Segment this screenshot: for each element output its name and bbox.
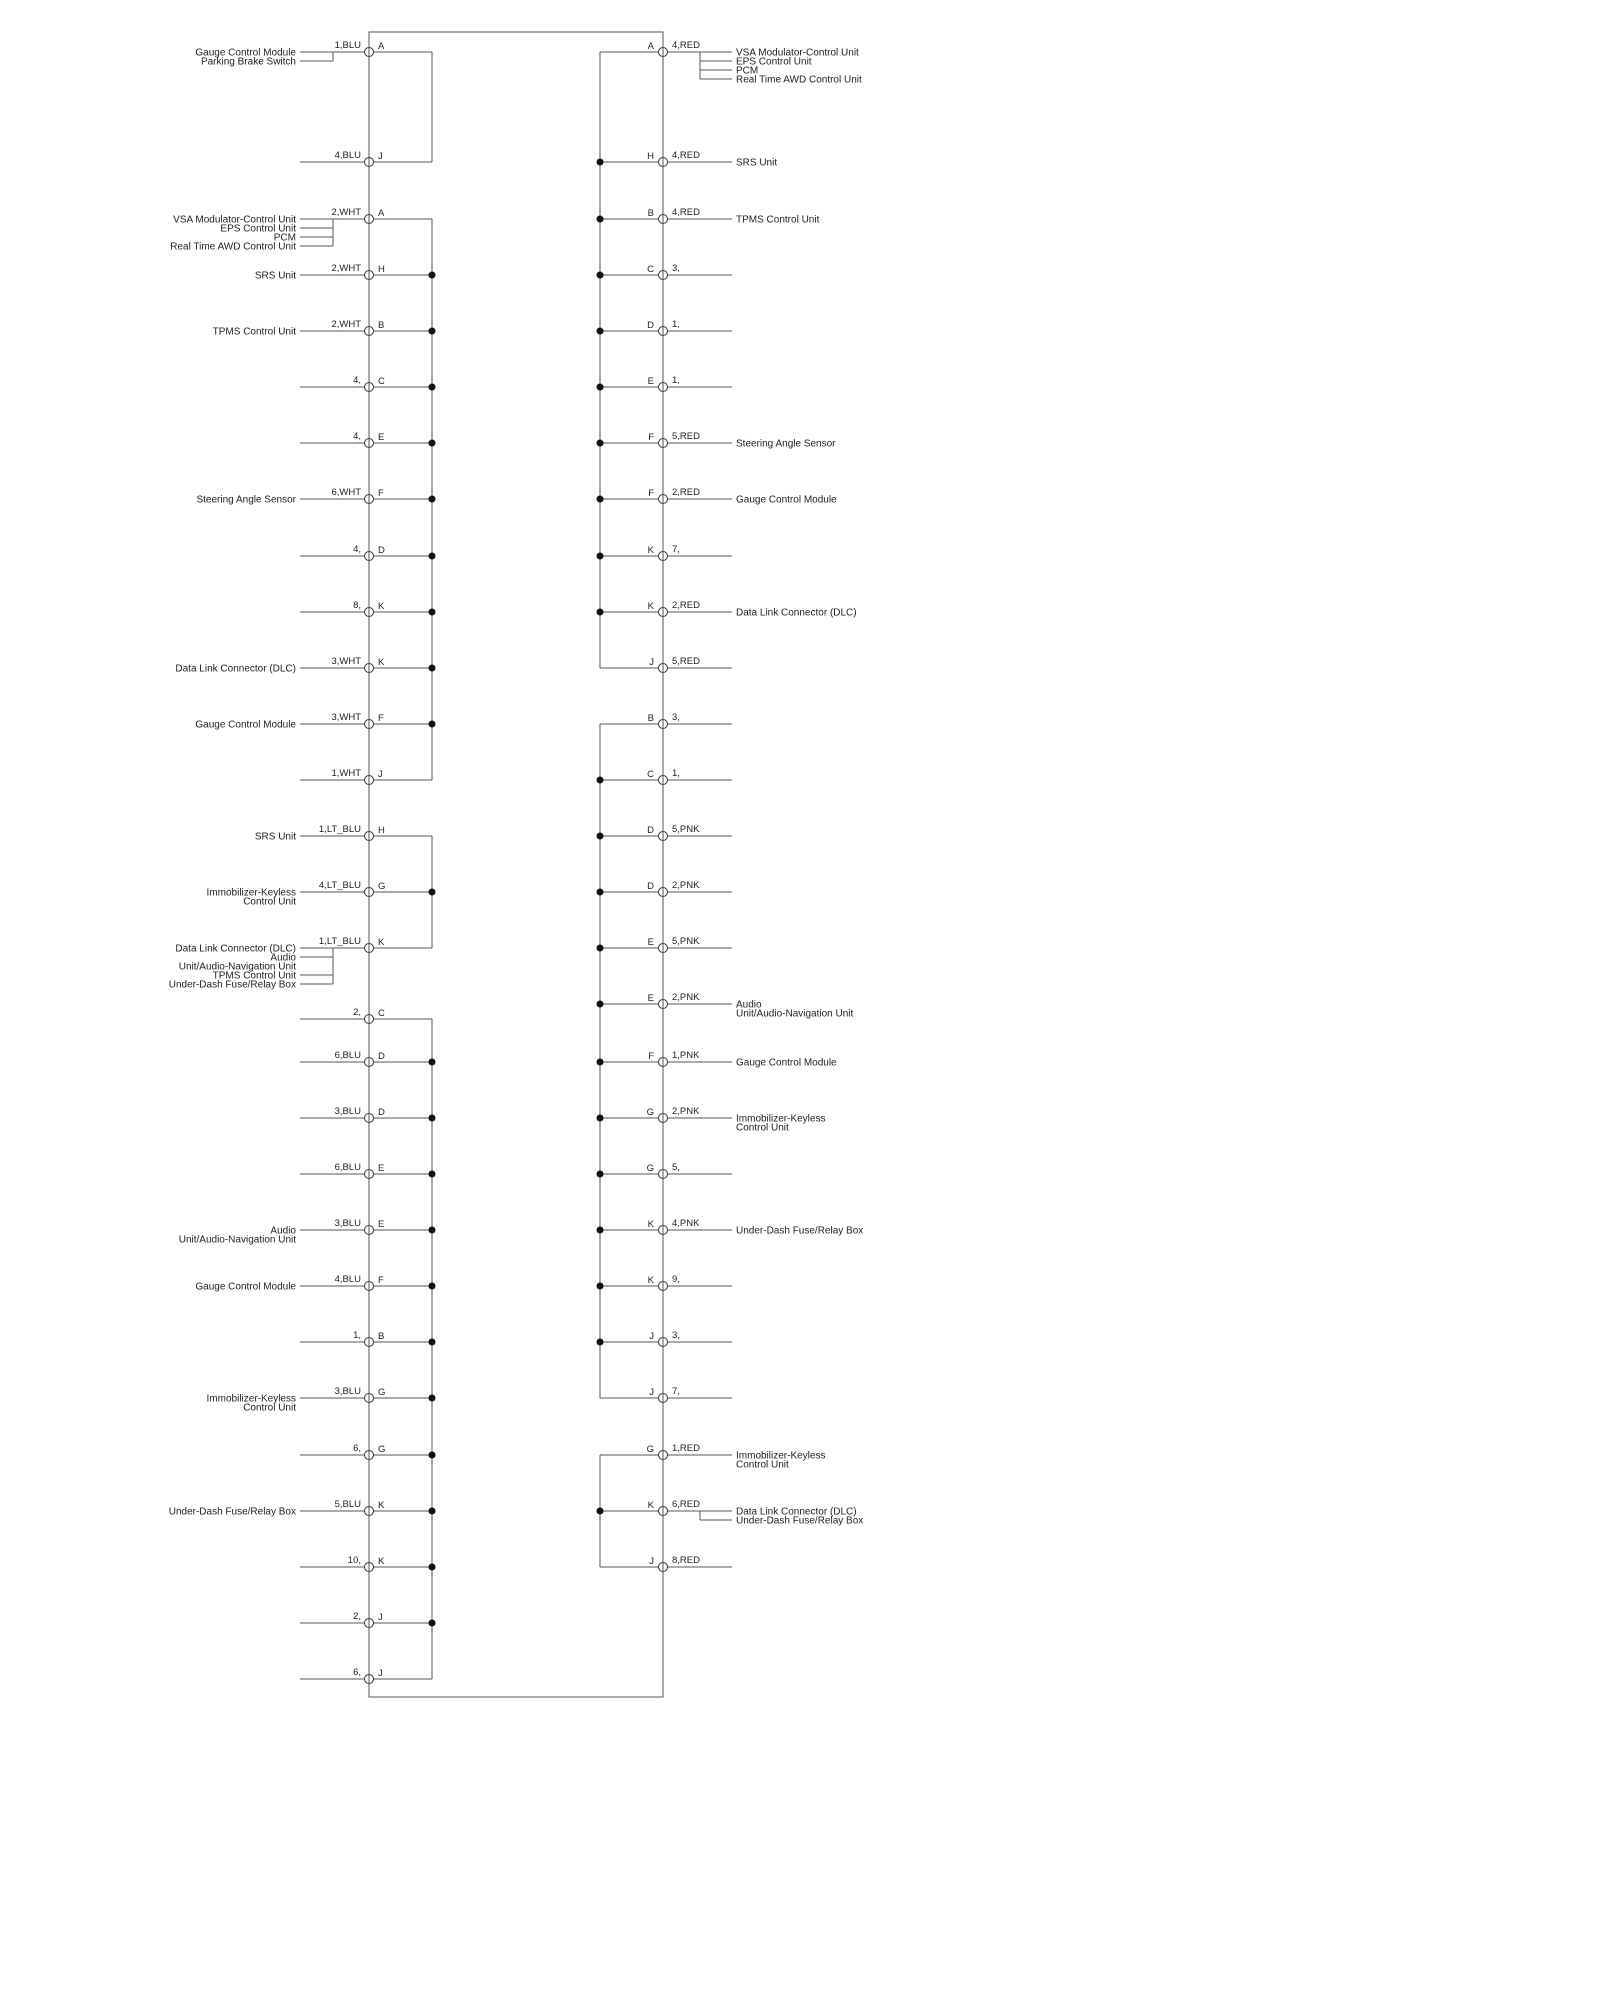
right-pin bbox=[649, 1555, 732, 1572]
left-pin bbox=[300, 544, 385, 561]
wire-label: 2, bbox=[353, 1007, 361, 1018]
junction-dot bbox=[597, 889, 604, 896]
wire-label: 8,RED bbox=[672, 1555, 700, 1566]
pin-tag: B bbox=[647, 713, 654, 724]
right-pin bbox=[648, 1050, 837, 1069]
left-bus-group bbox=[369, 836, 436, 948]
right-pin bbox=[647, 824, 732, 841]
right-pin bbox=[647, 150, 777, 169]
junction-dot bbox=[429, 496, 436, 503]
component-label: PCM bbox=[273, 232, 296, 244]
wire-label: 1,RED bbox=[672, 1443, 700, 1454]
pin-tag: D bbox=[647, 881, 654, 892]
left-pin bbox=[300, 150, 383, 167]
component-label: Audio Unit/Audio-Navigation Unit bbox=[178, 1225, 296, 1246]
pin-tag: J bbox=[378, 1612, 383, 1623]
wire-label: 3,WHT bbox=[331, 656, 361, 667]
wire-label: 10, bbox=[347, 1555, 361, 1566]
pin-tag: J bbox=[649, 1331, 654, 1342]
pin-tag: G bbox=[378, 881, 386, 892]
junction-dot bbox=[597, 1059, 604, 1066]
right-pin bbox=[648, 431, 836, 450]
pin-tag: D bbox=[647, 825, 654, 836]
wire-label: 4,PNK bbox=[672, 1218, 700, 1229]
pin-tag: C bbox=[647, 264, 654, 275]
junction-dot bbox=[429, 1452, 436, 1459]
pin-tag: K bbox=[378, 657, 385, 668]
component-label: Gauge Control Module bbox=[195, 719, 296, 731]
component-label: Immobilizer-Keyless Control Unit bbox=[736, 1450, 826, 1471]
pin-tag: B bbox=[378, 1331, 385, 1342]
junction-dot bbox=[597, 1339, 604, 1346]
pin-tag: B bbox=[647, 208, 654, 219]
wire-label: 6,BLU bbox=[334, 1162, 361, 1173]
right-pin bbox=[649, 1330, 732, 1347]
left-pin bbox=[300, 1667, 383, 1684]
pin-tag: C bbox=[378, 1008, 385, 1019]
pin-tag: H bbox=[647, 151, 654, 162]
pin-tag: K bbox=[647, 545, 654, 556]
wire-label: 6, bbox=[353, 1667, 361, 1678]
component-label: Gauge Control Module bbox=[736, 494, 837, 506]
right-pin bbox=[647, 880, 732, 897]
pin-tag: J bbox=[378, 1668, 383, 1679]
component-label: Steering Angle Sensor bbox=[196, 494, 296, 506]
component-label: EPS Control Unit bbox=[220, 223, 296, 235]
right-pin bbox=[647, 263, 732, 280]
pin-tag: F bbox=[648, 488, 654, 499]
wire-label: 1,BLU bbox=[334, 40, 361, 51]
component-label: Audio Unit/Audio-Navigation Unit bbox=[736, 999, 854, 1020]
pin-tag: J bbox=[378, 769, 383, 780]
left-pin bbox=[169, 1499, 385, 1518]
left-pin bbox=[195, 712, 384, 731]
wire-label: 3, bbox=[672, 712, 680, 723]
component-label: Real Time AWD Control Unit bbox=[170, 241, 296, 253]
connector-box bbox=[369, 32, 663, 1697]
component-label: SRS Unit bbox=[254, 831, 296, 843]
wire-label: 2,WHT bbox=[331, 319, 361, 330]
left-bus-group bbox=[369, 1019, 436, 1679]
component-label: PCM bbox=[736, 65, 759, 77]
component-label: VSA Modulator-Control Unit bbox=[736, 47, 859, 59]
right-pin bbox=[648, 487, 837, 506]
right-pin bbox=[649, 1386, 732, 1403]
wire-label: 3,BLU bbox=[334, 1218, 361, 1229]
right-pin bbox=[647, 1106, 826, 1134]
component-label: VSA Modulator-Control Unit bbox=[173, 214, 296, 226]
wire-label: 1, bbox=[353, 1330, 361, 1341]
junction-dot bbox=[597, 777, 604, 784]
pin-tag: E bbox=[647, 376, 654, 387]
component-label: TPMS Control Unit bbox=[212, 970, 296, 982]
pin-tag: E bbox=[378, 1219, 385, 1230]
component-label: Immobilizer-Keyless Control Unit bbox=[736, 1113, 826, 1134]
component-label: Data Link Connector (DLC) bbox=[175, 943, 296, 955]
right-pin bbox=[648, 544, 732, 561]
left-pin bbox=[195, 1274, 384, 1293]
junction-dot bbox=[597, 553, 604, 560]
wire-label: 5,RED bbox=[672, 656, 700, 667]
junction-dot bbox=[429, 440, 436, 447]
wire-label: 5,PNK bbox=[672, 936, 700, 947]
pin-tag: F bbox=[648, 1051, 654, 1062]
left-pin bbox=[300, 1162, 384, 1179]
pin-tag: F bbox=[648, 432, 654, 443]
component-label: Gauge Control Module bbox=[195, 1281, 296, 1293]
wire-label: 7, bbox=[672, 1386, 680, 1397]
junction-dot bbox=[429, 1171, 436, 1178]
right-pin bbox=[648, 375, 732, 392]
pin-tag: K bbox=[647, 1500, 654, 1511]
junction-dot bbox=[429, 1059, 436, 1066]
component-label: Gauge Control Module bbox=[195, 47, 296, 59]
wire-label: 1,PNK bbox=[672, 1050, 700, 1061]
wire-label: 4,LT_BLU bbox=[318, 880, 361, 891]
wire-label: 4,RED bbox=[672, 150, 700, 161]
component-label: Data Link Connector (DLC) bbox=[736, 1506, 857, 1518]
component-label: Immobilizer-Keyless Control Unit bbox=[206, 1393, 296, 1414]
component-label: EPS Control Unit bbox=[736, 56, 812, 68]
component-label: Real Time AWD Control Unit bbox=[736, 74, 862, 86]
pin-tag: B bbox=[378, 320, 385, 331]
wire-label: 5,PNK bbox=[672, 824, 700, 835]
pin-tag: G bbox=[378, 1444, 386, 1455]
junction-dot bbox=[597, 328, 604, 335]
junction-dot bbox=[429, 665, 436, 672]
left-pin bbox=[300, 600, 385, 617]
wire-label: 5, bbox=[672, 1162, 680, 1173]
wire-label: 2,PNK bbox=[672, 992, 700, 1003]
right-pin bbox=[648, 1218, 864, 1237]
pin-tag: G bbox=[646, 1163, 654, 1174]
wire-label: 6, bbox=[353, 1443, 361, 1454]
junction-dot bbox=[429, 1115, 436, 1122]
left-pin bbox=[300, 1611, 383, 1628]
left-pin bbox=[300, 1050, 385, 1067]
wire-label: 1, bbox=[672, 375, 680, 386]
right-pin bbox=[648, 936, 732, 953]
pin-tag: A bbox=[647, 41, 654, 52]
wire-label: 6,RED bbox=[672, 1499, 700, 1510]
right-pin bbox=[648, 712, 732, 729]
junction-dot bbox=[429, 1283, 436, 1290]
right-pin bbox=[648, 600, 857, 619]
junction-dot bbox=[429, 1508, 436, 1515]
pin-tag: F bbox=[378, 713, 384, 724]
left-pin bbox=[300, 1330, 384, 1347]
junction-dot bbox=[429, 272, 436, 279]
left-pin bbox=[175, 656, 385, 675]
component-label: Under-Dash Fuse/Relay Box bbox=[736, 1515, 864, 1527]
left-pin bbox=[300, 768, 383, 785]
left-pin bbox=[255, 263, 385, 282]
wire-label: 4,RED bbox=[672, 207, 700, 218]
right-pin bbox=[647, 319, 732, 336]
junction-dot bbox=[597, 496, 604, 503]
junction-dot bbox=[597, 945, 604, 952]
junction-dot bbox=[597, 216, 604, 223]
wire-label: 2, bbox=[353, 1611, 361, 1622]
wire-label: 2,RED bbox=[672, 487, 700, 498]
right-bus-group bbox=[597, 52, 664, 668]
wire-label: 2,RED bbox=[672, 600, 700, 611]
wire-label: 1,LT_BLU bbox=[318, 824, 361, 835]
left-pin bbox=[255, 824, 385, 843]
junction-dot bbox=[429, 721, 436, 728]
wire-label: 6,WHT bbox=[331, 487, 361, 498]
pin-tag: G bbox=[378, 1387, 386, 1398]
component-label: Steering Angle Sensor bbox=[736, 438, 836, 450]
junction-dot bbox=[597, 1115, 604, 1122]
pin-tag: E bbox=[378, 1163, 385, 1174]
wire-label: 3,BLU bbox=[334, 1386, 361, 1397]
left-pin bbox=[170, 207, 385, 253]
junction-dot bbox=[429, 1227, 436, 1234]
right-pin bbox=[648, 992, 854, 1020]
pin-tag: E bbox=[647, 937, 654, 948]
pin-tag: K bbox=[378, 1500, 385, 1511]
junction-dot bbox=[597, 159, 604, 166]
wire-label: 2,WHT bbox=[331, 207, 361, 218]
wire-label: 1, bbox=[672, 768, 680, 779]
wire-label: 4,BLU bbox=[334, 1274, 361, 1285]
component-label: Gauge Control Module bbox=[736, 1057, 837, 1069]
wire-label: 7, bbox=[672, 544, 680, 555]
pin-tag: C bbox=[378, 376, 385, 387]
pin-tag: K bbox=[647, 1275, 654, 1286]
component-label: Parking Brake Switch bbox=[200, 56, 296, 68]
wire-label: 4, bbox=[353, 544, 361, 555]
right-pin bbox=[647, 1162, 732, 1179]
left-pin bbox=[195, 40, 385, 68]
junction-dot bbox=[597, 1227, 604, 1234]
component-label: Data Link Connector (DLC) bbox=[736, 607, 857, 619]
pin-tag: K bbox=[378, 1556, 385, 1567]
component-label: Under-Dash Fuse/Relay Box bbox=[736, 1225, 864, 1237]
component-label: TPMS Control Unit bbox=[736, 214, 820, 226]
pin-tag: H bbox=[378, 264, 385, 275]
wire-label: 2,PNK bbox=[672, 880, 700, 891]
left-pin bbox=[300, 375, 385, 392]
junction-dot bbox=[597, 1508, 604, 1515]
right-pin bbox=[648, 1499, 864, 1527]
component-label: Data Link Connector (DLC) bbox=[175, 663, 296, 675]
wire-label: 4, bbox=[353, 375, 361, 386]
wire-label: 1, bbox=[672, 319, 680, 330]
left-pin bbox=[169, 936, 385, 991]
pin-tag: K bbox=[647, 601, 654, 612]
junction-dot bbox=[597, 609, 604, 616]
wire-label: 8, bbox=[353, 600, 361, 611]
right-pin bbox=[647, 768, 732, 785]
component-label: Under-Dash Fuse/Relay Box bbox=[168, 1506, 296, 1518]
wire-label: 4,RED bbox=[672, 40, 700, 51]
left-pin bbox=[207, 1386, 386, 1414]
wire-label: 3,BLU bbox=[334, 1106, 361, 1117]
left-pin bbox=[300, 1106, 385, 1123]
junction-dot bbox=[597, 440, 604, 447]
component-label: Audio Unit/Audio-Navigation Unit bbox=[178, 952, 296, 973]
left-bus-group bbox=[369, 52, 432, 162]
right-bus-group bbox=[597, 1455, 664, 1567]
junction-dot bbox=[429, 609, 436, 616]
wire-label: 1,WHT bbox=[331, 768, 361, 779]
component-label: SRS Unit bbox=[736, 157, 778, 169]
pin-tag: H bbox=[378, 825, 385, 836]
component-label: Immobilizer-Keyless Control Unit bbox=[206, 887, 296, 908]
left-pin bbox=[300, 1443, 385, 1460]
wire-label: 2,WHT bbox=[331, 263, 361, 274]
junction-dot bbox=[429, 553, 436, 560]
pin-tag: F bbox=[378, 1275, 384, 1286]
pin-tag: A bbox=[378, 208, 385, 219]
pin-tag: K bbox=[378, 937, 385, 948]
left-bus-group bbox=[369, 219, 436, 780]
junction-dot bbox=[429, 1395, 436, 1402]
right-pin bbox=[648, 207, 820, 226]
pin-tag: J bbox=[649, 1387, 654, 1398]
left-pin bbox=[300, 1007, 385, 1024]
junction-dot bbox=[597, 1171, 604, 1178]
junction-dot bbox=[597, 1283, 604, 1290]
junction-dot bbox=[597, 384, 604, 391]
pin-tag: E bbox=[378, 432, 385, 443]
pin-tag: G bbox=[646, 1444, 654, 1455]
junction-dot bbox=[597, 833, 604, 840]
wire-label: 9, bbox=[672, 1274, 680, 1285]
left-pin bbox=[300, 1555, 385, 1572]
junction-dot bbox=[429, 1620, 436, 1627]
left-pin bbox=[300, 431, 384, 448]
junction-dot bbox=[429, 1564, 436, 1571]
pin-tag: K bbox=[647, 1219, 654, 1230]
component-label: TPMS Control Unit bbox=[212, 326, 296, 338]
junction-dot bbox=[429, 1339, 436, 1346]
component-label: SRS Unit bbox=[254, 270, 296, 282]
pin-tag: D bbox=[378, 1051, 385, 1062]
wire-label: 3,WHT bbox=[331, 712, 361, 723]
junction-dot bbox=[429, 384, 436, 391]
pin-tag: J bbox=[649, 657, 654, 668]
component-label: Under-Dash Fuse/Relay Box bbox=[168, 979, 296, 991]
pin-tag: G bbox=[646, 1107, 654, 1118]
right-pin bbox=[648, 40, 862, 86]
wire-label: 4, bbox=[353, 431, 361, 442]
left-pin bbox=[207, 880, 386, 908]
wire-label: 3, bbox=[672, 263, 680, 274]
pin-tag: K bbox=[378, 601, 385, 612]
pin-tag: C bbox=[647, 769, 654, 780]
pin-tag: F bbox=[378, 488, 384, 499]
right-pin bbox=[649, 656, 732, 673]
pin-tag: E bbox=[647, 993, 654, 1004]
wire-label: 4,BLU bbox=[334, 150, 361, 161]
pin-tag: D bbox=[378, 1107, 385, 1118]
junction-dot bbox=[429, 328, 436, 335]
wire-label: 1,LT_BLU bbox=[318, 936, 361, 947]
pin-tag: A bbox=[378, 41, 385, 52]
wire-label: 5,BLU bbox=[334, 1499, 361, 1510]
wire-label: 6,BLU bbox=[334, 1050, 361, 1061]
wire-label: 3, bbox=[672, 1330, 680, 1341]
pin-tag: J bbox=[649, 1556, 654, 1567]
junction-dot bbox=[597, 1001, 604, 1008]
right-pin bbox=[647, 1443, 826, 1471]
left-pin bbox=[179, 1218, 385, 1246]
left-pin bbox=[196, 487, 384, 506]
wire-label: 2,PNK bbox=[672, 1106, 700, 1117]
left-pin bbox=[213, 319, 385, 338]
junction-dot bbox=[597, 272, 604, 279]
wire-label: 5,RED bbox=[672, 431, 700, 442]
junction-dot bbox=[429, 889, 436, 896]
right-pin bbox=[648, 1274, 732, 1291]
pin-tag: D bbox=[647, 320, 654, 331]
pin-tag: D bbox=[378, 545, 385, 556]
pin-tag: J bbox=[378, 151, 383, 162]
